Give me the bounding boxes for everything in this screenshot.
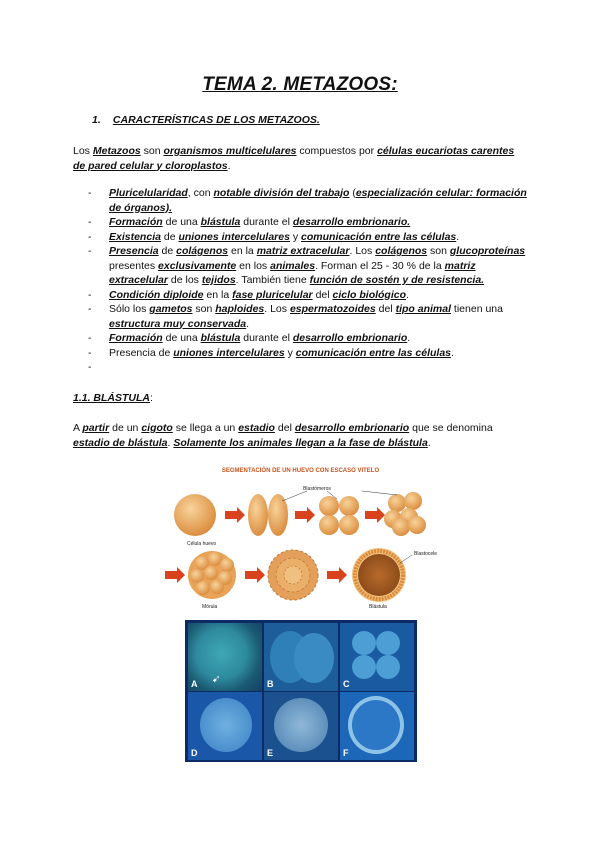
list-item xyxy=(88,186,528,215)
section-heading-1-1 xyxy=(73,392,153,404)
section-heading-1 xyxy=(92,114,320,126)
emphasis: comunicación entre las células xyxy=(295,346,452,359)
emphasis: tipo animal xyxy=(395,303,452,315)
emphasis: blástula xyxy=(200,332,241,344)
text: de los xyxy=(167,274,202,286)
micrograph-panel: B xyxy=(264,623,338,691)
text: son xyxy=(192,303,216,315)
micrograph-panel: E xyxy=(264,692,338,760)
text: Sólo los xyxy=(109,303,150,315)
text: . Forman el 25 - 30 % de la xyxy=(315,259,445,272)
micrograph-panel: D xyxy=(188,692,262,760)
emphasis: especialización celular: formación de órganos). xyxy=(109,187,527,214)
emphasis: desarrollo embrionario xyxy=(294,422,410,434)
text: del xyxy=(274,422,295,434)
emphasis: Formación xyxy=(109,332,163,344)
label-morula: Mórula xyxy=(202,604,218,610)
emphasis: glucoproteínas xyxy=(449,245,526,257)
emphasis: uniones intercelulares xyxy=(178,230,290,243)
figure-title: SEGMENTACIÓN DE UN HUEVO CON ESCASO VITELO xyxy=(221,468,380,474)
emphasis: organismos multicelulares xyxy=(163,145,297,157)
text: de una xyxy=(162,216,201,228)
label-blastocele: Blastocele xyxy=(414,551,438,557)
segmentation-diagram xyxy=(157,465,444,613)
arrow-icon: ➹ xyxy=(212,674,221,685)
text: en la xyxy=(203,288,233,301)
text: del xyxy=(312,288,333,301)
emphasis: exclusivamente xyxy=(158,259,237,272)
text: . xyxy=(451,346,454,359)
zygote-cell xyxy=(174,494,216,536)
emphasis: notable división del trabajo xyxy=(213,187,350,199)
emphasis: matriz extracelular xyxy=(109,259,476,286)
text: durante el xyxy=(240,332,293,344)
text: de xyxy=(158,245,177,257)
emphasis: Metazoos xyxy=(92,145,141,157)
morula-stage xyxy=(188,551,236,599)
text: tienen una xyxy=(451,303,503,315)
emphasis: desarrollo embrionario xyxy=(292,332,408,344)
label-blastula: Blástula xyxy=(369,604,387,610)
list-item xyxy=(88,346,528,361)
emphasis: Presencia xyxy=(109,245,159,257)
emphasis: partir xyxy=(82,422,110,434)
text: , con xyxy=(187,187,214,199)
two-cell-stage xyxy=(268,494,288,536)
blastula-paragraph xyxy=(73,421,523,450)
bullet: - xyxy=(88,332,92,344)
emphasis: Condición diploide xyxy=(109,288,204,301)
text: del xyxy=(375,303,396,315)
early-blastula-stage xyxy=(268,550,318,600)
arrow xyxy=(365,507,385,523)
emphasis: gametos xyxy=(149,303,193,315)
blastula-stage xyxy=(352,548,406,602)
text: . Los xyxy=(349,245,376,257)
arrow xyxy=(295,507,315,523)
text: durante el xyxy=(240,216,293,228)
list-item xyxy=(88,244,528,288)
text: . xyxy=(246,317,250,330)
emphasis: estructura muy conservada xyxy=(109,317,247,330)
micrograph-panel: F xyxy=(340,692,414,760)
arrow xyxy=(327,567,347,583)
emphasis: Formación xyxy=(109,216,163,228)
emphasis: función de sostén y de resistencia. xyxy=(309,274,485,286)
text: de un xyxy=(109,422,142,434)
arrow xyxy=(165,567,185,583)
list-item xyxy=(88,215,528,230)
section-number: 1. xyxy=(92,114,101,126)
emphasis: haploides xyxy=(215,303,265,315)
text: de una xyxy=(162,332,201,344)
list-item xyxy=(88,230,528,245)
emphasis: cigoto xyxy=(141,422,173,434)
text: . xyxy=(406,288,409,301)
arrow xyxy=(245,567,265,583)
page-title: TEMA 2. METAZOOS: xyxy=(202,74,398,95)
emphasis: desarrollo embrionario. xyxy=(292,216,411,228)
emphasis: animales xyxy=(270,259,316,272)
two-cell-stage xyxy=(248,494,268,536)
emphasis: Existencia xyxy=(109,230,161,243)
text: en la xyxy=(228,245,257,257)
micrograph-panel: C xyxy=(340,623,414,691)
emphasis: colágenos xyxy=(176,245,229,257)
bullet: - xyxy=(88,216,92,228)
emphasis: blástula xyxy=(200,216,241,228)
text: Los xyxy=(73,145,93,157)
micrograph-figure xyxy=(185,620,417,762)
text: . También tiene xyxy=(235,274,310,286)
bullet: - xyxy=(88,245,92,257)
four-cell-stage xyxy=(319,496,359,535)
text: y xyxy=(284,346,296,359)
text: compuestos por xyxy=(296,145,378,157)
eight-cell-stage xyxy=(384,492,426,536)
text: . xyxy=(407,332,411,344)
text: : xyxy=(150,392,153,404)
text: . xyxy=(227,159,231,172)
emphasis: matriz extracelular xyxy=(256,245,350,257)
bullet: - xyxy=(88,230,92,243)
section-title: CARACTERÍSTICAS DE LOS METAZOOS. xyxy=(112,114,320,126)
emphasis: Pluricelularidad xyxy=(109,187,188,199)
text: son xyxy=(140,145,164,157)
bullet: - xyxy=(88,361,92,373)
text: A xyxy=(73,422,83,434)
list-item xyxy=(88,331,528,346)
bullet: - xyxy=(88,303,92,315)
emphasis: espermatozoides xyxy=(289,303,376,315)
bullet: - xyxy=(88,346,92,359)
text: . xyxy=(167,436,174,449)
emphasis: ciclo biológico xyxy=(332,288,407,301)
list-item-empty xyxy=(88,360,528,375)
emphasis: colágenos xyxy=(375,245,428,257)
text: que se denomina xyxy=(409,422,493,434)
emphasis: uniones intercelulares xyxy=(173,346,285,359)
label-blastomeros: Blastómeros xyxy=(303,486,331,492)
text: ( xyxy=(349,187,356,199)
text: . xyxy=(427,436,431,449)
text: se llega a un xyxy=(172,422,239,434)
micrograph-panel: A ➹ xyxy=(188,623,262,691)
text: presentes xyxy=(109,259,159,272)
intro-paragraph xyxy=(73,144,523,173)
bullet: - xyxy=(88,288,92,301)
text: de xyxy=(160,230,179,243)
emphasis: comunicación entre las células xyxy=(301,230,457,243)
arrow xyxy=(225,507,245,523)
list-item xyxy=(88,288,528,303)
section-title: 1.1. BLÁSTULA xyxy=(73,392,151,404)
emphasis: células eucariotas carentes de pared celular y cloroplastos xyxy=(73,145,515,172)
text: . xyxy=(456,230,460,243)
text: Presencia de xyxy=(109,346,174,359)
text: y xyxy=(289,230,302,243)
text: en los xyxy=(236,259,271,272)
characteristics-list xyxy=(88,186,528,375)
emphasis: estadio de blástula xyxy=(73,436,168,449)
emphasis: fase pluricelular xyxy=(232,288,313,301)
text: . Los xyxy=(264,303,290,315)
bullet: - xyxy=(88,187,92,199)
segmentation-figure xyxy=(157,465,444,613)
list-item xyxy=(88,302,528,331)
emphasis: Solamente los animales llegan a la fase de blástula xyxy=(173,436,428,449)
emphasis: estadio xyxy=(238,422,275,434)
label-celula-huevo: Célula huevo xyxy=(187,541,217,547)
emphasis: tejidos xyxy=(201,274,236,286)
text: son xyxy=(427,245,450,257)
